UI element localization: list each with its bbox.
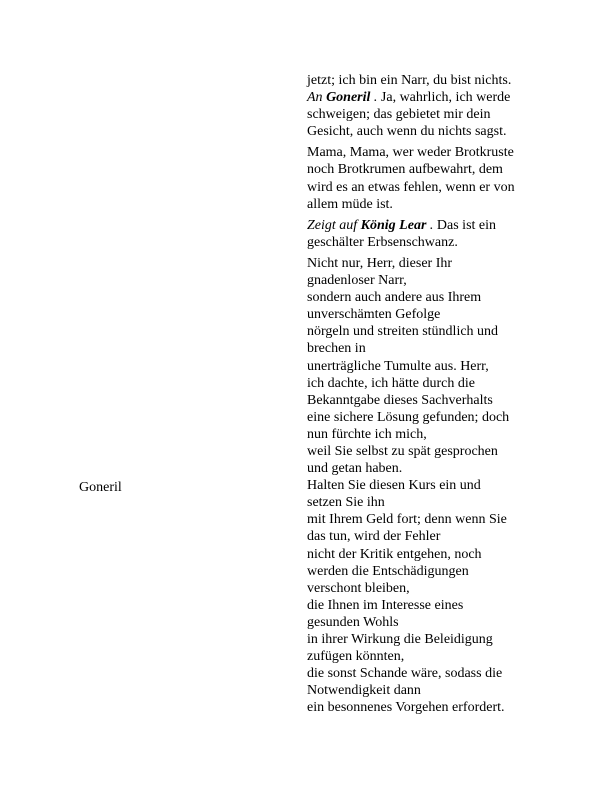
text-line: Mama, Mama, wer weder Brotkruste (307, 145, 514, 161)
text-line: jetzt; ich bin ein Narr, du bist nichts. (307, 73, 512, 88)
text-line: wird es an etwas fehlen, wenn er von (307, 179, 515, 195)
stage-direction-text: An (307, 90, 327, 106)
verse-paragraph (307, 144, 539, 212)
text-line: nun fürchte ich mich, (307, 426, 427, 442)
text-line: setzen Sie ihn (307, 495, 385, 511)
text-line: Nicht nur, Herr, dieser Ihr (307, 255, 453, 271)
text-line: geschälter Erbsenschwanz. (307, 234, 458, 250)
text-line: unerträgliche Tumulte aus. Herr, (307, 358, 489, 374)
text-line: weil Sie selbst zu spät gesprochen (307, 443, 498, 459)
character-name: König Lear (360, 217, 427, 233)
text-line: Gesicht, auch wenn du nichts sagst. (307, 124, 507, 140)
fool-speech-paragraph (307, 72, 539, 140)
text-line: Notwendigkeit dann (307, 683, 421, 699)
text-fragment: Das ist ein (433, 217, 497, 233)
text-line: gnadenloser Narr, (307, 273, 407, 289)
text-line: nörgeln und streiten stündlich und (307, 324, 499, 340)
text-line: schweigen; das gebietet mir dein (307, 107, 491, 123)
text-line: ich dachte, ich hätte durch die (307, 375, 475, 391)
stage-direction-line (307, 217, 539, 234)
stage-direction-line (307, 89, 539, 106)
stage-direction (307, 218, 433, 233)
text-line: Bekanntgabe dieses Sachverhalts (307, 392, 493, 408)
text-line: die Ihnen im Interesse eines (307, 597, 464, 613)
stage-direction (307, 90, 377, 105)
character-name: Goneril (326, 90, 371, 106)
stage-direction-paragraph (307, 217, 539, 251)
text-line: das tun, wird der Fehler (307, 529, 441, 545)
text-line: in ihrer Wirkung die Beleidigung (307, 632, 493, 647)
text-line: eine sichere Lösung gefunden; doch (307, 409, 510, 425)
text-line: nicht der Kritik entgehen, noch (307, 546, 482, 562)
text-line: gesunden Wohls (307, 614, 399, 630)
text-line: mit Ihrem Geld fort; denn wenn Sie (307, 512, 507, 528)
text-line: allem müde ist. (307, 196, 393, 212)
stage-direction-text: . (370, 90, 378, 106)
text-line: werden die Entschädigungen (307, 563, 469, 579)
goneril-speech-paragraph (307, 255, 539, 717)
dialogue-column (307, 72, 539, 716)
text-line: sondern auch andere aus Ihrem (307, 290, 482, 306)
text-line: brechen in (307, 341, 366, 357)
text-line: verschont bleiben, (307, 580, 410, 596)
stage-direction-text: . (426, 217, 434, 233)
text-line: die sonst Schande wäre, sodass die (307, 666, 503, 682)
speaker-name: Goneril (79, 480, 122, 495)
text-fragment: Ja, wahrlich, ich werde (377, 90, 511, 106)
stage-direction-text: Zeigt auf (307, 217, 361, 233)
text-line: unverschämten Gefolge (307, 307, 441, 323)
text-line: zufügen könnten, (307, 649, 405, 665)
text-line: Halten Sie diesen Kurs ein und (307, 478, 481, 494)
text-line: und getan haben. (307, 461, 403, 477)
text-line: ein besonnenes Vorgehen erfordert. (307, 700, 505, 716)
text-line: noch Brotkrumen aufbewahrt, dem (307, 162, 503, 178)
